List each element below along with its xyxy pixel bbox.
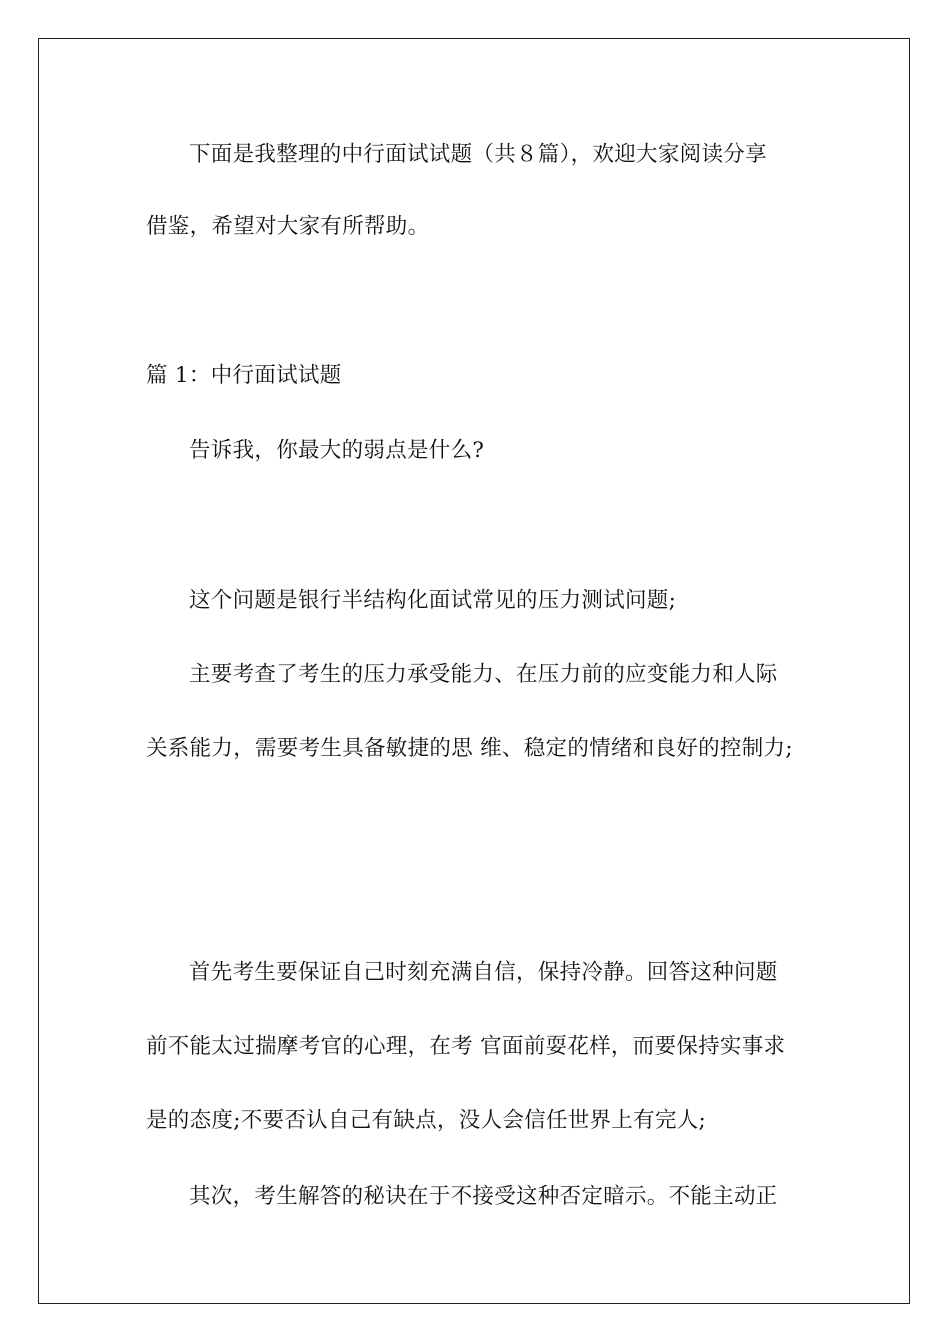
- paragraph-line: 关系能力，需要考生具备敏捷的思 维、稳定的情绪和良好的控制力;: [146, 736, 793, 761]
- paragraph-line: 首先考生要保证自己时刻充满自信，保持冷静。回答这种问题: [189, 960, 778, 985]
- question-line: 告诉我，你最大的弱点是什么?: [189, 438, 485, 463]
- intro-line-1: 下面是我整理的中行面试试题（共８篇），欢迎大家阅读分享: [189, 142, 767, 167]
- paragraph-line: 其次，考生解答的秘诀在于不接受这种否定暗示。不能主动正: [189, 1184, 778, 1209]
- paragraph-line: 是的态度;不要否认自己有缺点，没人会信任世界上有完人;: [146, 1108, 707, 1133]
- section-heading: 篇 1：中行面试试题: [146, 363, 342, 388]
- intro-line-2: 借鉴，希望对大家有所帮助。: [146, 214, 430, 239]
- paragraph-line: 前不能太过揣摩考官的心理，在考 官面前耍花样，而要保持实事求: [146, 1034, 786, 1059]
- paragraph-line: 这个问题是银行半结构化面试常见的压力测试问题;: [189, 588, 677, 613]
- paragraph-line: 主要考查了考生的压力承受能力、在压力前的应变能力和人际: [189, 662, 778, 687]
